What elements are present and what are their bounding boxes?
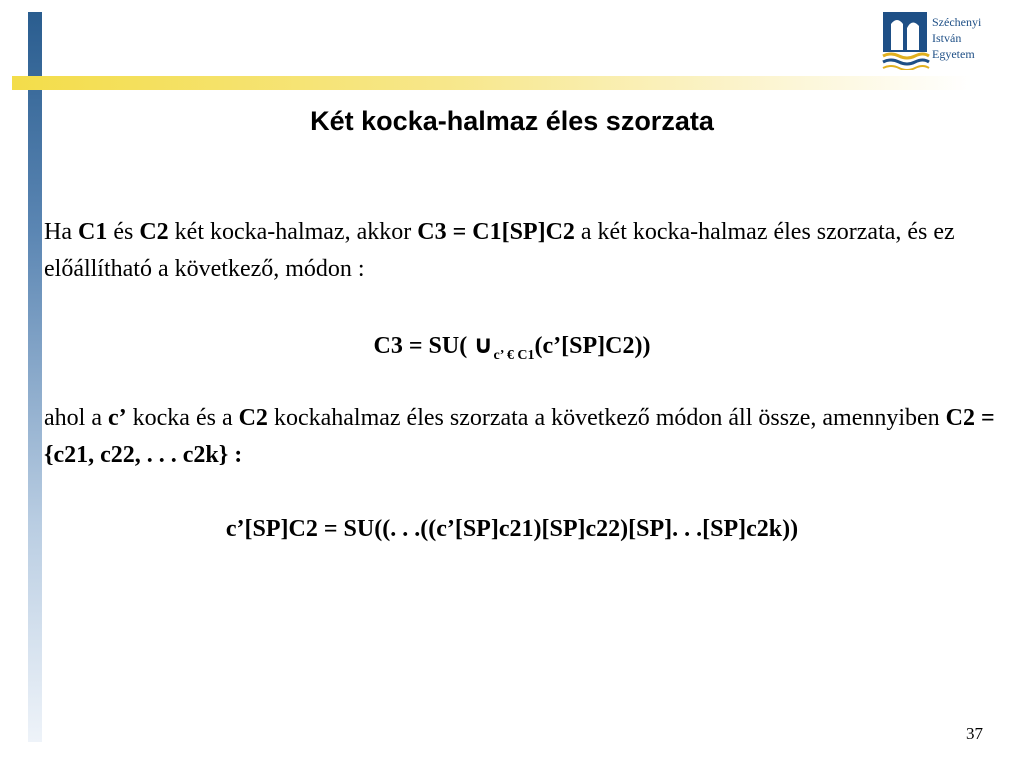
- logo-line-2: István: [932, 31, 962, 45]
- formula-c-prime-product: c’[SP]C2 = SU((. . .((c’[SP]c21)[SP]c22)[SP]. . .[SP]c2k)): [225, 516, 799, 542]
- slide-title: Két kocka-halmaz éles szorzata: [310, 106, 714, 136]
- p1-bold-c3: C3 = C1[SP]C2: [417, 219, 575, 245]
- p1-text-1: Ha: [44, 219, 78, 245]
- formula1-subscript: c’ € C1: [493, 348, 535, 363]
- logo-text: [932, 14, 981, 62]
- paragraph-definition: [44, 214, 1014, 288]
- page-number: 37: [966, 724, 983, 743]
- formula-c3: [0, 330, 1024, 364]
- p2-bold-c2-set: C2 = {c21, c22, . . . c2k} :: [44, 405, 995, 468]
- p1-bold-c2: C2: [139, 219, 169, 245]
- formula1-lhs: C3 = SU(: [373, 333, 474, 359]
- p1-text-4: a két kocka-halmaz éles szorzata, és ez előállítható a következő, módon :: [44, 219, 955, 282]
- logo-line-1: Széchenyi: [932, 15, 982, 29]
- logo-line-3: Egyetem: [932, 47, 975, 61]
- formula1-rhs: (c’[SP]C2)): [534, 333, 651, 359]
- p2-text-2: kocka és a: [126, 405, 239, 431]
- top-decorative-bar: [12, 76, 972, 90]
- union-symbol: ∪: [473, 331, 494, 359]
- p1-bold-c1: C1: [77, 219, 108, 245]
- paragraph-explanation: [44, 400, 1014, 474]
- p2-bold-c-prime: c’: [107, 405, 127, 431]
- p1-text-2: és: [107, 219, 140, 245]
- p2-text-1: ahol a: [44, 405, 108, 431]
- p1-text-3: két kocka-halmaz, akkor: [168, 219, 418, 245]
- p2-text-3: kockahalmaz éles szorzata a következő módon áll össze, amennyiben: [267, 405, 946, 431]
- p2-bold-c2: C2: [238, 405, 268, 431]
